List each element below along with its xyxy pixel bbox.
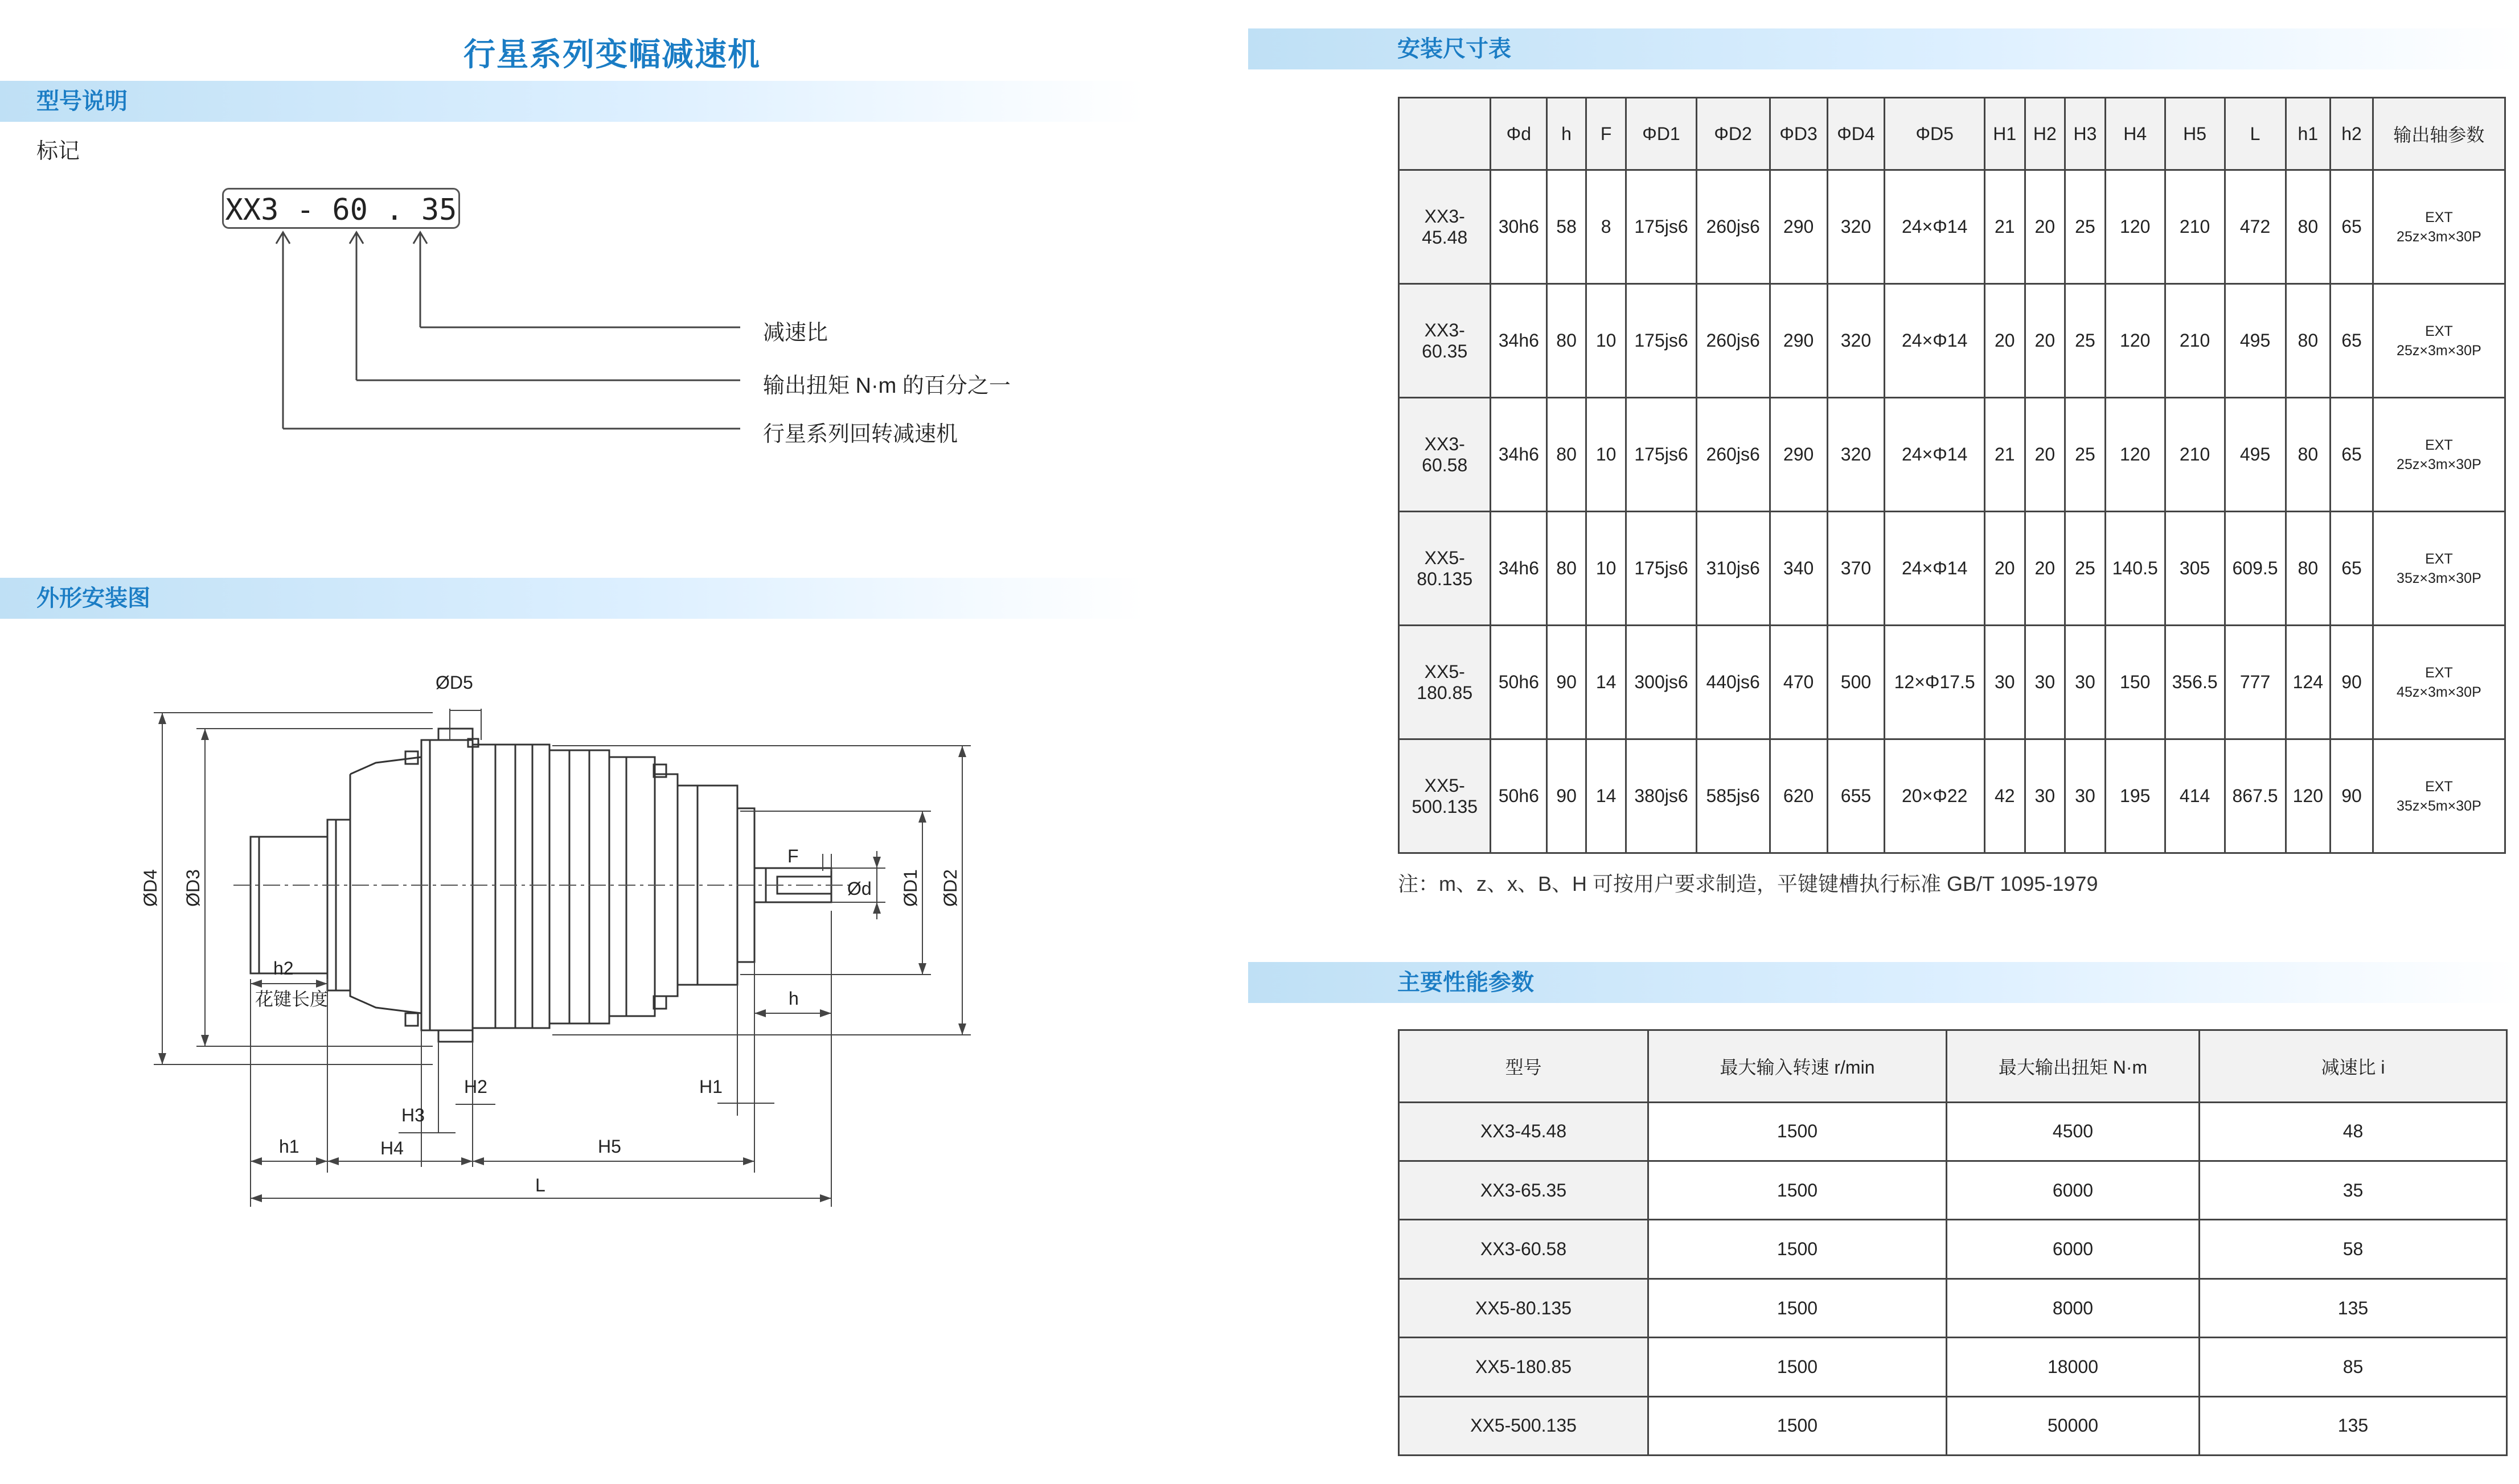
label-d5: ØD5 [436,672,473,693]
label-H5: H5 [598,1136,621,1157]
dims-cell: 290 [1770,284,1827,398]
dims-cell: 21 [1984,170,2025,284]
dims-cell: 150 [2105,626,2165,739]
dims-cell: 10 [1586,398,1626,512]
dims-cell: 472 [2225,170,2286,284]
dims-model-suffix: 80.135 [1417,568,1473,589]
dims-header-cell: Φd [1491,98,1547,170]
perf-cell: 58 [2200,1220,2507,1279]
label-H2: H2 [464,1076,487,1097]
dims-cell: 80 [1547,512,1586,626]
dims-cell: 50h6 [1491,739,1547,853]
dims-cell: 620 [1770,739,1827,853]
dims-cell: 30 [2065,739,2106,853]
perf-cell: 8000 [1947,1279,2200,1337]
perf-cell: 135 [2200,1279,2507,1337]
section-dims-header [1248,28,2519,69]
dims-cell: 34h6 [1491,398,1547,512]
dims-cell: 867.5 [2225,739,2286,853]
dims-cell: 655 [1827,739,1885,853]
dims-cell: 10 [1586,284,1626,398]
dims-model-prefix: XX5- [1424,661,1465,682]
dims-cell: 210 [2165,170,2225,284]
perf-model-cell: XX3-60.58 [1399,1220,1648,1279]
dims-cell: 20 [2025,170,2065,284]
dims-cell: 90 [2331,739,2373,853]
dims-cell: 20 [2025,284,2065,398]
dims-cell: 500 [1827,626,1885,739]
dims-cell: 290 [1770,170,1827,284]
perf-cell: 4500 [1947,1102,2200,1161]
dims-cell: 470 [1770,626,1827,739]
perf-model-cell: XX5-500.135 [1399,1396,1648,1455]
dims-cell: 495 [2225,398,2286,512]
dims-model-suffix: 45.48 [1422,227,1468,248]
dims-header-cell: H2 [2025,98,2065,170]
dims-cell: 20 [1984,512,2025,626]
dims-cell: 414 [2165,739,2225,853]
label-f: F [787,846,799,866]
dims-header-cell: H1 [1984,98,2025,170]
perf-table [1398,1029,2508,1456]
dims-note: 注：m、z、x、B、H 可按用户要求制造，平键键槽执行标准 GB/T 1095-1979 [1398,872,2098,895]
dims-cell: 24×Φ14 [1885,170,1985,284]
dims-cell: 42 [1984,739,2025,853]
dims-cell: 21 [1984,398,2025,512]
dims-cell: 65 [2331,512,2373,626]
shaft-spec: 45z×3m×30P [2397,684,2481,700]
dims-shaft-cell [2373,739,2505,853]
dims-row [1399,739,2505,853]
mark-label: 标记 [36,139,80,163]
perf-model-cell: XX5-180.85 [1399,1338,1648,1396]
section-perf-title: 主要性能参数 [1397,970,1534,995]
dims-table [1398,97,2506,854]
label-H4: H4 [380,1138,404,1158]
label-d1: ØD1 [900,869,921,907]
model-code-box: XX3 - 60 . 35 [222,188,460,229]
perf-header-cell: 最大输出扭矩 N·m [1947,1030,2200,1103]
dims-cell: 30 [2025,626,2065,739]
dims-cell: 25 [2065,398,2106,512]
dims-row [1399,170,2505,284]
dims-model-suffix: 180.85 [1417,682,1473,703]
dims-shaft-cell [2373,170,2505,284]
dims-cell: 10 [1586,512,1626,626]
dims-cell: 80 [2286,512,2331,626]
shaft-ext-label: EXT [2425,664,2453,681]
dims-cell: 310js6 [1696,512,1770,626]
perf-cell: 6000 [1947,1220,2200,1279]
dims-cell: 195 [2105,739,2165,853]
dims-header-cell: ΦD5 [1885,98,1985,170]
perf-header-cell: 最大输入转速 r/min [1648,1030,1947,1103]
dims-cell: 30 [1984,626,2025,739]
dims-model-cell [1399,739,1491,853]
page-title: 行星系列变幅减速机 [463,36,761,72]
perf-header-cell: 型号 [1399,1030,1648,1103]
label-spline-length: 花键长度 [255,989,329,1009]
dims-model-cell [1399,626,1491,739]
dims-header-cell: ΦD3 [1770,98,1827,170]
dims-cell: 20×Φ22 [1885,739,1985,853]
dims-cell: 80 [2286,284,2331,398]
perf-cell: 1500 [1648,1338,1947,1396]
dims-header-cell [1399,98,1491,170]
dims-header-cell: h2 [2331,98,2373,170]
dims-cell: 124 [2286,626,2331,739]
dims-cell: 120 [2105,284,2165,398]
dims-shaft-cell [2373,512,2505,626]
dims-model-suffix: 500.135 [1412,796,1478,817]
perf-model-cell: XX3-65.35 [1399,1161,1648,1220]
perf-cell: 35 [2200,1161,2507,1220]
shaft-spec: 35z×5m×30P [2397,798,2481,814]
dims-header-cell: F [1586,98,1626,170]
dims-cell: 8 [1586,170,1626,284]
perf-cell: 85 [2200,1338,2507,1396]
dims-cell: 25 [2065,284,2106,398]
perf-row [1399,1220,2507,1279]
dims-cell: 14 [1586,739,1626,853]
label-d: Ød [847,878,872,899]
dims-model-cell [1399,284,1491,398]
dims-cell: 30 [2065,626,2106,739]
dims-cell: 65 [2331,398,2373,512]
dims-model-cell [1399,512,1491,626]
dims-shaft-cell [2373,626,2505,739]
perf-row [1399,1396,2507,1455]
section-dims-title: 安装尺寸表 [1397,36,1511,61]
dims-model-prefix: XX3- [1424,205,1465,227]
dims-cell: 140.5 [2105,512,2165,626]
dims-header-cell: ΦD2 [1696,98,1770,170]
dims-cell: 260js6 [1696,284,1770,398]
dims-cell: 380js6 [1626,739,1696,853]
perf-cell: 1500 [1648,1102,1947,1161]
dims-cell: 34h6 [1491,512,1547,626]
dims-header-cell: ΦD1 [1626,98,1696,170]
dims-cell: 80 [1547,284,1586,398]
dims-cell: 90 [1547,739,1586,853]
legend-series: 行星系列回转减速机 [763,422,958,446]
dims-header-cell: H5 [2165,98,2225,170]
shaft-ext-label: EXT [2425,550,2453,567]
shaft-spec: 25z×3m×30P [2397,342,2481,359]
dims-header-row [1399,98,2505,170]
dims-cell: 320 [1827,170,1885,284]
dims-cell: 175js6 [1626,170,1696,284]
dims-model-prefix: XX5- [1424,547,1465,568]
dims-model-suffix: 60.58 [1422,454,1468,475]
shaft-ext-label: EXT [2425,437,2453,453]
dims-cell: 90 [2331,626,2373,739]
dims-cell: 609.5 [2225,512,2286,626]
dims-cell: 20 [1984,284,2025,398]
dims-cell: 90 [1547,626,1586,739]
dims-header-cell: h [1547,98,1586,170]
dims-header-cell: L [2225,98,2286,170]
perf-header-row [1399,1030,2507,1103]
dims-cell: 65 [2331,284,2373,398]
dims-cell: 120 [2105,170,2165,284]
section-outline-title: 外形安装图 [36,586,150,611]
dims-cell: 120 [2286,739,2331,853]
dims-cell: 25 [2065,512,2106,626]
dims-row [1399,398,2505,512]
label-h2-small: h2 [273,958,294,979]
section-model-title: 型号说明 [36,89,128,114]
dims-row [1399,284,2505,398]
label-H1: H1 [699,1076,723,1097]
label-d2: ØD2 [940,869,961,907]
dims-cell: 24×Φ14 [1885,398,1985,512]
dims-cell: 50h6 [1491,626,1547,739]
dims-cell: 20 [2025,398,2065,512]
dims-cell: 340 [1770,512,1827,626]
dims-cell: 20 [2025,512,2065,626]
perf-cell: 135 [2200,1396,2507,1455]
label-d3: ØD3 [183,869,203,907]
perf-model-cell: XX3-45.48 [1399,1102,1648,1161]
dims-cell: 14 [1586,626,1626,739]
dims-cell: 370 [1827,512,1885,626]
dims-cell: 34h6 [1491,284,1547,398]
dims-cell: 300js6 [1626,626,1696,739]
perf-cell: 50000 [1947,1396,2200,1455]
label-H3: H3 [401,1105,425,1125]
dims-row [1399,626,2505,739]
perf-cell: 1500 [1648,1279,1947,1337]
dims-cell: 356.5 [2165,626,2225,739]
dims-cell: 495 [2225,284,2286,398]
dims-cell: 210 [2165,284,2225,398]
dims-cell: 30 [2025,739,2065,853]
dims-header-cell: H4 [2105,98,2165,170]
dims-model-prefix: XX3- [1424,433,1465,454]
dims-cell: 120 [2105,398,2165,512]
dims-cell: 12×Φ17.5 [1885,626,1985,739]
perf-header-cell: 减速比 i [2200,1030,2507,1103]
perf-cell: 1500 [1648,1220,1947,1279]
dims-row [1399,512,2505,626]
label-h: h [789,988,799,1009]
dims-cell: 290 [1770,398,1827,512]
dims-cell: 24×Φ14 [1885,512,1985,626]
dims-model-cell [1399,170,1491,284]
dims-cell: 260js6 [1696,170,1770,284]
dims-cell: 80 [2286,398,2331,512]
shaft-spec: 25z×3m×30P [2397,228,2481,245]
dims-model-prefix: XX3- [1424,319,1465,340]
dims-cell: 80 [2286,170,2331,284]
dims-cell: 80 [1547,398,1586,512]
dims-cell: 25 [2065,170,2106,284]
dims-cell: 65 [2331,170,2373,284]
perf-row [1399,1279,2507,1337]
dims-cell: 58 [1547,170,1586,284]
perf-model-cell: XX5-80.135 [1399,1279,1648,1337]
shaft-spec: 25z×3m×30P [2397,456,2481,472]
dims-cell: 175js6 [1626,512,1696,626]
label-d4: ØD4 [140,869,161,907]
perf-row [1399,1102,2507,1161]
dims-cell: 175js6 [1626,284,1696,398]
shaft-ext-label: EXT [2425,209,2453,225]
dims-shaft-cell [2373,284,2505,398]
dims-cell: 320 [1827,284,1885,398]
shaft-ext-label: EXT [2425,778,2453,795]
dims-cell: 320 [1827,398,1885,512]
section-perf-header [1248,962,2519,1003]
dims-model-cell [1399,398,1491,512]
dims-cell: 24×Φ14 [1885,284,1985,398]
dims-header-cell: ΦD4 [1827,98,1885,170]
dims-cell: 777 [2225,626,2286,739]
perf-cell: 6000 [1947,1161,2200,1220]
dims-model-suffix: 60.35 [1422,340,1468,361]
shaft-spec: 35z×3m×30P [2397,570,2481,586]
legend-ratio: 减速比 [763,321,828,345]
shaft-ext-label: EXT [2425,323,2453,339]
dims-cell: 30h6 [1491,170,1547,284]
perf-cell: 1500 [1648,1396,1947,1455]
dims-cell: 440js6 [1696,626,1770,739]
perf-row [1399,1338,2507,1396]
dims-cell: 210 [2165,398,2225,512]
dims-cell: 585js6 [1696,739,1770,853]
legend-torque: 输出扭矩 N·m 的百分之一 [763,374,1011,398]
dims-cell: 305 [2165,512,2225,626]
dims-cell: 175js6 [1626,398,1696,512]
dims-header-cell: 输出轴参数 [2373,98,2505,170]
dims-cell: 260js6 [1696,398,1770,512]
perf-row [1399,1161,2507,1220]
dims-header-cell: h1 [2286,98,2331,170]
perf-cell: 1500 [1648,1161,1947,1220]
perf-cell: 18000 [1947,1338,2200,1396]
dims-shaft-cell [2373,398,2505,512]
perf-cell: 48 [2200,1102,2507,1161]
label-L: L [535,1175,545,1195]
label-h1: h1 [279,1136,300,1157]
dims-header-cell: H3 [2065,98,2106,170]
dims-model-prefix: XX5- [1424,775,1465,796]
